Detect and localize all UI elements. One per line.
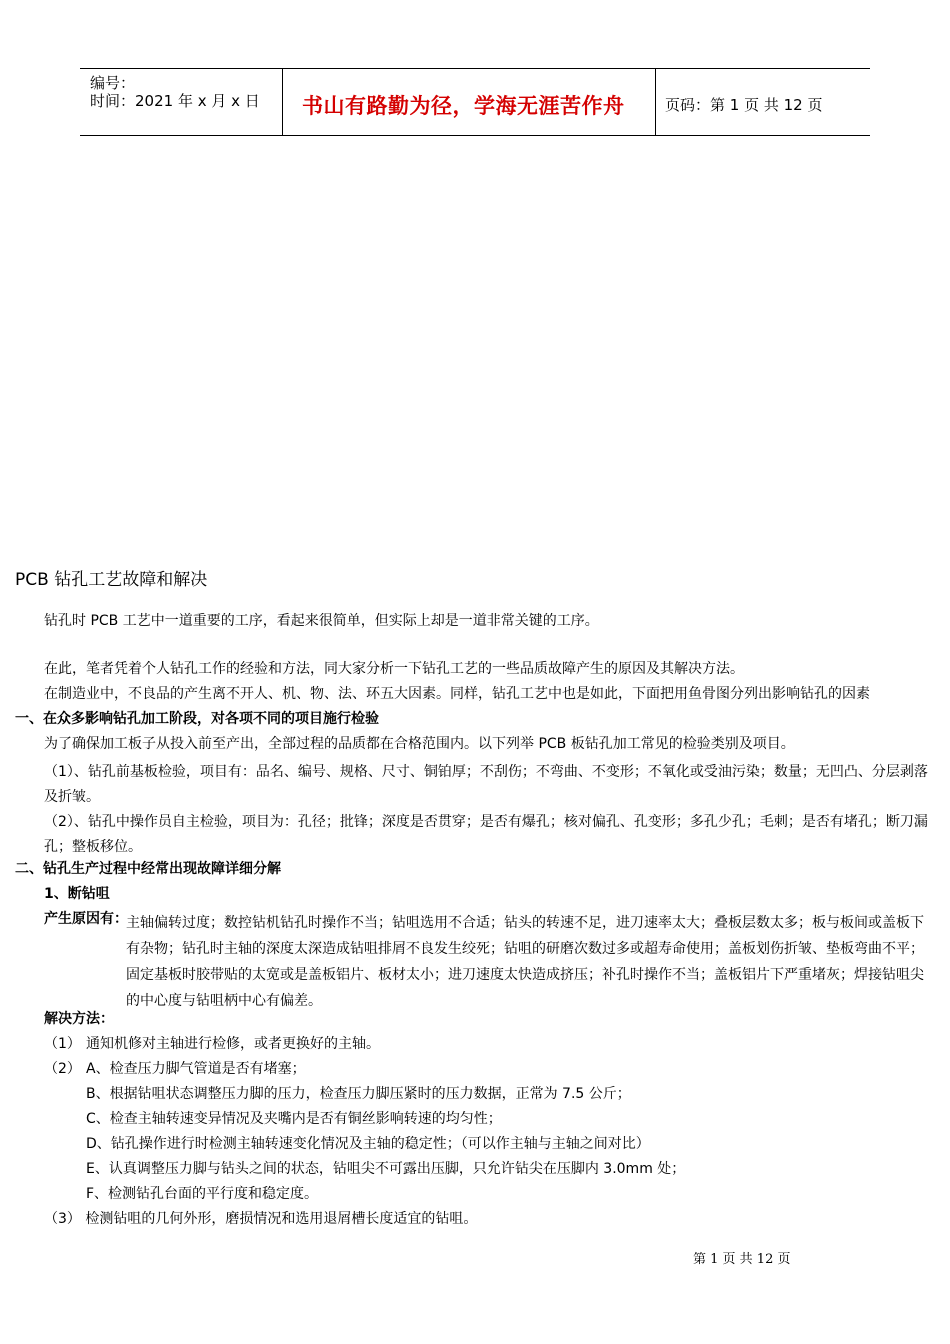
solution-3: （3） 检测钻咀的几何外形，磨损情况和选用退屑槽长度适宜的钻咀。 [44,1211,478,1227]
header-number-label: 编号： [90,74,136,92]
section2-heading: 二、钻孔生产过程中经常出现故障详细分解 [15,861,281,877]
cause-label: 产生原因有： [44,911,128,927]
solution-2-d: D、钻孔操作进行时检测主轴转速变化情况及主轴的稳定性；（可以作主轴与主轴之间对比） [86,1136,650,1152]
cause-text: 主轴偏转过度；数控钻机钻孔时操作不当；钻咀选用不合适；钻头的转速不足，进刀速率太大；叠板层数太多；板与板间或盖板下有杂物；钻孔时主轴的深度太深造成钻咀排屑不良发生绞死；钻咀的研磨次数过多或超寿命使用；盖板划伤折皱、垫板弯曲不平；固定基板时胶带贴的太宽或是盖板铝片、板材太小；进刀速度太快造成挤压；补孔时操作不当；盖板铝片下严重堵灰；焊接钻咀尖的中心度与钻咀柄中心有偏差。 [126,915,924,1009]
page-title: PCB 钻孔工艺故障和解决 [15,570,208,590]
solution-2-a: A、检查压力脚气管道是否有堵塞； [86,1061,306,1077]
solution-2-number: （2） [44,1061,81,1077]
solution-2-c: C、检查主轴转速变异情况及夹嘴内是否有铜丝影响转速的均匀性； [86,1111,502,1127]
intro-paragraph-1: 钻孔时 PCB 工艺中一道重要的工序，看起来很简单，但实际上却是一道非常关键的工序。 [44,613,599,629]
header-bottom-border [80,135,870,136]
solution-2-f: F、检测钻孔台面的平行度和稳定度。 [86,1186,319,1202]
header-divider-left [282,68,283,136]
section1-item-2: （2）、钻孔中操作员自主检验，项目为：孔径；批锋；深度是否贯穿；是否有爆孔；核对偏孔、孔变形；多孔少孔；毛刺；是否有堵孔；断刀漏孔；整板移位。 [44,814,928,855]
intro-paragraph-3: 在制造业中，不良品的产生离不开人、机、物、法、环五大因素。同样，钻孔工艺中也是如此，下面把用鱼骨图分列出影响钻孔的因素 [44,686,870,702]
solution-2-b: B、根据钻咀状态调整压力脚的压力，检查压力脚压紧时的压力数据，正常为 7.5 公斤； [86,1086,631,1102]
header-top-border [80,68,870,69]
footer-page-number: 第 1 页 共 12 页 [693,1252,791,1267]
header-page-info: 页码：第 1 页 共 12 页 [665,96,823,114]
section1-intro: 为了确保加工板子从投入前至产出，全部过程的品质都在合格范围内。以下列举 PCB 板钻孔加工常见的检验类别及项目。 [44,736,795,752]
section1-heading: 一、在众多影响钻孔加工阶段，对各项不同的项目施行检验 [15,711,379,727]
solution-2-e: E、认真调整压力脚与钻头之间的状态，钻咀尖不可露出压脚，只允许钻尖在压脚内 3.0mm 处； [86,1161,686,1177]
subsection1-heading: 1、断钻咀 [44,886,110,902]
section1-item-1: （1）、钻孔前基板检验，项目有：品名、编号、规格、尺寸、铜铂厚；不刮伤；不弯曲、不变形；不氧化或受油污染；数量；无凹凸、分层剥落及折皱。 [44,764,928,805]
header-time-label: 时间：2021 年 x 月 x 日 [90,92,260,110]
intro-paragraph-2: 在此，笔者凭着个人钻孔工作的经验和方法，同大家分析一下钻孔工艺的一些品质故障产生的原因及其解决方法。 [44,661,744,677]
header-motto: 书山有路勤为径，学海无涯苦作舟 [302,94,625,118]
solution-1-text: 通知机修对主轴进行检修，或者更换好的主轴。 [86,1036,380,1052]
header-divider-right [655,68,656,136]
solution-1-number: （1） [44,1036,81,1052]
solution-label: 解决方法： [44,1011,114,1027]
